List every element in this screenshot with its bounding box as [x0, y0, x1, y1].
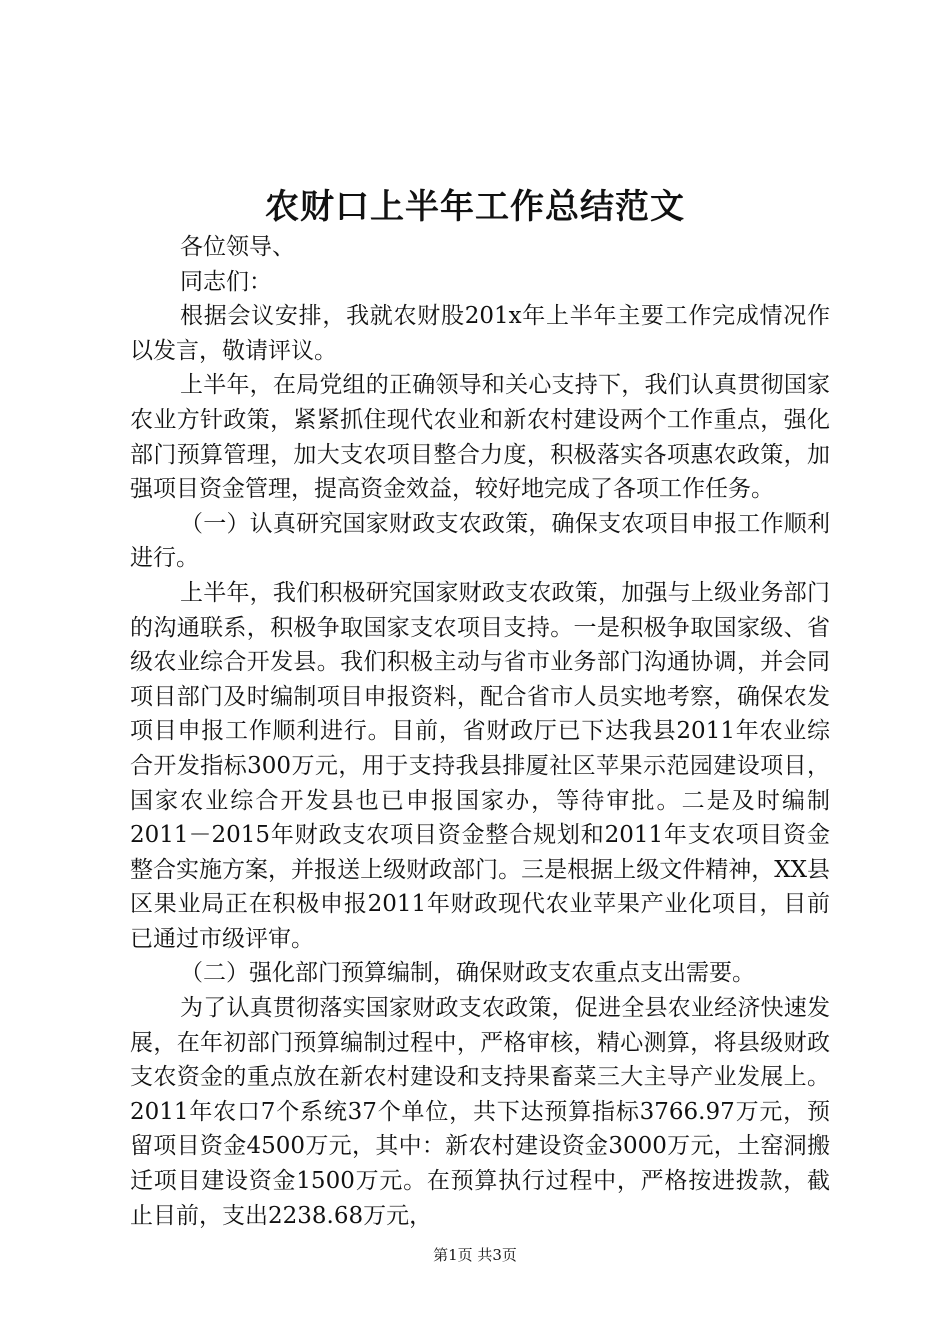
- section-2-paragraph: 为了认真贯彻落实国家财政支农政策，促进全县农业经济快速发展，在年初部门预算编制过程中，严格审核，精心测算，将县级财政支农资金的重点放在新农村建设和支持果畜菜三大主导产业发展上。2011年农口7个系统37个单位，共下达预算指标3766.97万元，预留项目资金4500万元，其中：新农村建设资金3000万元，土窑洞搬迁项目建设资金1500万元。在预算执行过程中，严格按进拨款，截止目前，支出2238.68万元，: [130, 995, 830, 1229]
- salutation-line-2: 同志们：: [180, 268, 272, 295]
- section-1-paragraph: 上半年，我们积极研究国家财政支农政策，加强与上级业务部门的沟通联系，积极争取国家支农项目支持。一是积极争取国家级、省级农业综合开发县。我们积极主动与省市业务部门沟通协调，并会同项目部门及时编制项目申报资料，配合省市人员实地考察，确保农发项目申报工作顺利进行。目前，省财政厅已下达我县2011年农业综合开发指标300万元，用于支持我县排厦社区苹果示范园建设项目，国家农业综合开发县也已申报国家办，等待审批。二是及时编制2011－2015年财政支农项目资金整合规划和2011年支农项目资金整合实施方案，并报送上级财政部门。三是根据上级文件精神，XX县区果业局正在积极申报2011年财政现代农业苹果产业化项目，目前已通过市级评审。: [130, 579, 830, 952]
- intro-paragraph: 根据会议安排，我就农财股201x年上半年主要工作完成情况作以发言，敬请评议。: [130, 303, 830, 364]
- salutation-line-1: 各位领导、: [180, 234, 295, 260]
- document-title: 农财口上半年工作总结范文: [265, 187, 685, 227]
- document-body: [130, 230, 830, 1233]
- summary-paragraph: 上半年，在局党组的正确领导和关心支持下，我们认真贯彻国家农业方针政策，紧紧抓住现代农业和新农村建设两个工作重点，强化部门预算管理，加大支农项目整合力度，积极落实各项惠农政策，加强项目资金管理，提高资金效益，较好地完成了各项工作任务。: [130, 372, 830, 503]
- section-heading-2: （二）强化部门预算编制，确保财政支农重点支出需要。: [180, 960, 755, 987]
- page-footer: 第1页 共3页: [433, 1246, 517, 1264]
- section-heading-1: （一）认真研究国家财政支农政策，确保支农项目申报工作顺利进行。: [130, 510, 830, 572]
